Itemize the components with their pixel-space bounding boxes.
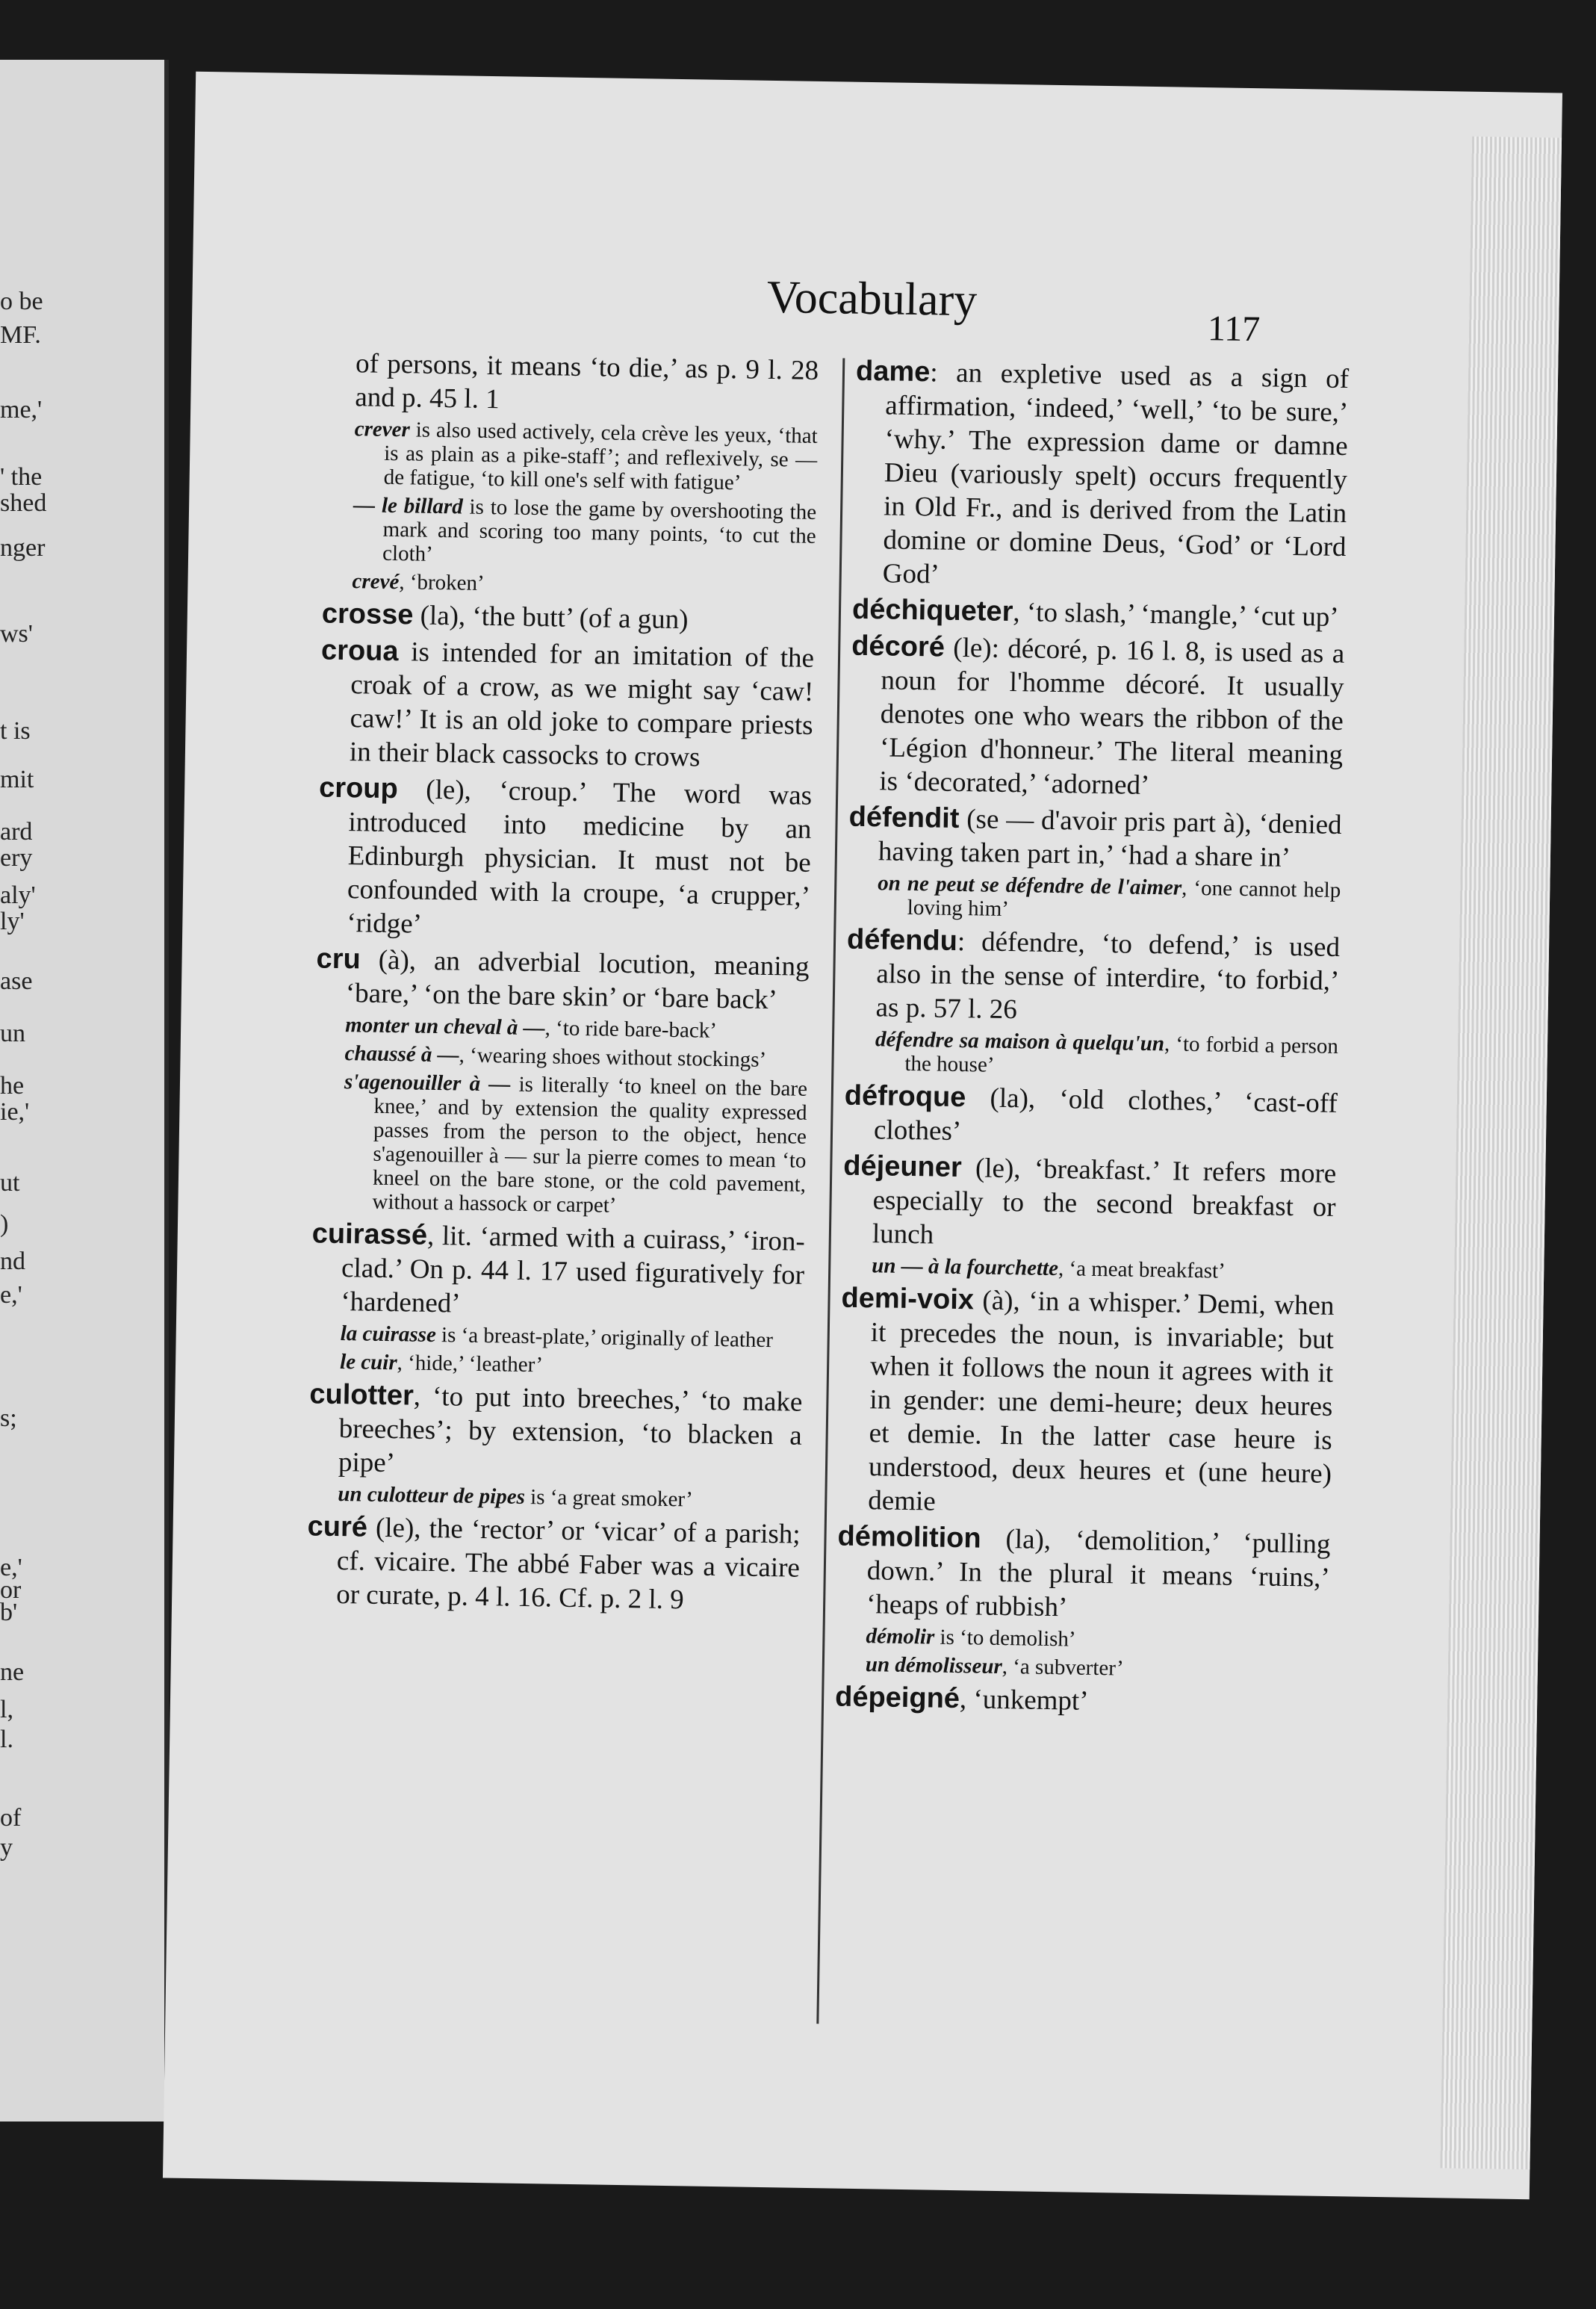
dictionary-entry	[852, 593, 1346, 634]
entry-headword: croup	[318, 772, 399, 805]
sub-entry-definition: , ‘hide,’ ‘leather’	[397, 1351, 544, 1377]
entry-headword: dépeigné	[834, 1681, 960, 1715]
left-page-text-fragment: of	[0, 1804, 22, 1832]
entry-definition: : an expletive used as a sign of affirmation, ‘indeed,’ ‘well,’ ‘to be sure,’ ‘why.’ The expression dame or damne Dieu (variously spelt) occurs frequently in Old Fr., and is derived from the Latin domine or domine Deus, ‘God’ or ‘Lord God’	[882, 357, 1350, 590]
left-page-text-fragment: ie,'	[0, 1098, 30, 1126]
left-page-text-fragment: )	[0, 1210, 9, 1238]
left-page-text-fragment: me,'	[0, 396, 43, 424]
entry-headword: culotter	[309, 1378, 414, 1412]
sub-entry-term: chaussé à —	[344, 1041, 459, 1067]
dictionary-entry	[848, 801, 1342, 875]
entry-headword: déchiqueter	[851, 593, 1013, 628]
left-page-text-fragment: he	[0, 1072, 25, 1100]
sub-entry-definition: is literally ‘to kneel on the bare knee,’ and by extension the quality expressed passes from the person to the object, hence s'agenouiller à — sur la pierre comes to mean ‘to kneel on the bare stone, or the cold pavement, without a hassock or carpet’	[372, 1072, 808, 1218]
entry-definition: (se — d'avoir pris part à), ‘denied having taken part in,’ ‘had a share in’	[878, 803, 1342, 873]
sub-entry-definition: , ‘one cannot help loving him’	[907, 875, 1341, 922]
left-page-fragment	[0, 60, 169, 2122]
sub-entry	[308, 1481, 801, 1513]
sub-entry-definition: is ‘to demolish’	[934, 1625, 1076, 1652]
column-rule	[816, 358, 845, 2024]
entry-headword: défroque	[844, 1079, 966, 1114]
left-page-text-fragment: y	[0, 1834, 13, 1862]
sub-entry-definition: is ‘a breast-plate,’ originally of leather	[435, 1323, 774, 1353]
entry-headword: demi-voix	[841, 1282, 975, 1316]
sub-entry	[315, 1012, 808, 1044]
continued-entry-text: of persons, it means ‘to die,’ as p. 9 l. 28 and p. 45 l. 1	[355, 348, 819, 415]
left-page-text-fragment: o be	[0, 288, 43, 315]
sub-entry-term: on ne peut se défendre de l'aimer	[878, 871, 1182, 900]
sub-entry-definition: , ‘to forbid a person the house’	[904, 1032, 1339, 1077]
dictionary-entry	[849, 630, 1344, 805]
sub-entry	[323, 493, 816, 572]
sub-entry-definition: , ‘wearing shoes without stockings’	[459, 1043, 767, 1072]
sub-entry-definition: is ‘a great smoker’	[524, 1484, 694, 1512]
entry-definition: : défendre, ‘to defend,’ is used also in the sense of interdire, ‘to forbid,’ as p. 57 l. 26	[875, 926, 1341, 1026]
sub-entry-term: — le billard	[353, 493, 463, 519]
left-page-text-fragment: s;	[0, 1404, 17, 1432]
left-page-text-fragment: ut	[0, 1169, 20, 1197]
dictionary-entry	[844, 1079, 1338, 1154]
dictionary-entry	[317, 772, 812, 947]
entry-definition: , ‘to put into breeches,’ ‘to make breeches’; by extension, ‘to blacken a pipe’	[338, 1380, 803, 1479]
left-page-text-fragment: ne	[0, 1658, 25, 1686]
left-page-text-fragment: b'	[0, 1599, 18, 1626]
dictionary-entry	[311, 1217, 805, 1325]
sub-entry	[842, 1253, 1335, 1285]
entry-definition: , ‘to slash,’ ‘mangle,’ ‘cut up’	[1013, 597, 1340, 633]
left-page-text-fragment: ery	[0, 844, 33, 872]
running-head: Vocabulary	[766, 271, 978, 326]
sub-entry-term: la cuirasse	[340, 1321, 437, 1348]
sub-entry	[836, 1652, 1329, 1684]
entry-definition: (à), ‘in a whisper.’ Demi, when it precedes the noun, is invariable; but when it follows the noun it agrees with it in gender: une demi-heure; deux heures et demie. In the latter case heure is understood, deux heures et (une heure) demie	[868, 1285, 1335, 1517]
entry-definition: (le), the ‘rector’ or ‘vicar’ of a parish; cf. vicaire. The abbé Faber was a vicaire or curate, p. 4 l. 16. Cf. p. 2 l. 9	[335, 1512, 801, 1616]
sub-entry	[836, 1624, 1329, 1655]
dictionary-page	[163, 72, 1562, 2199]
page-number: 117	[1207, 309, 1261, 350]
left-page-text-fragment: nger	[0, 534, 46, 562]
entry-headword: déjeuner	[843, 1150, 963, 1184]
sub-entry-term: crevé	[352, 569, 400, 595]
sub-entry-term: le cuir	[339, 1350, 397, 1375]
sub-entry	[311, 1321, 804, 1352]
sub-entry-term: démolir	[866, 1624, 935, 1649]
entry-definition: (la), ‘the butt’ (of a gun)	[413, 600, 689, 636]
right-column	[835, 355, 1350, 1725]
left-page-text-fragment: ard	[0, 818, 33, 846]
dictionary-entry	[316, 942, 810, 1017]
dictionary-entry	[322, 598, 816, 639]
left-page-text-fragment: or	[0, 1576, 22, 1604]
sub-entry-term: un démolisseur	[865, 1652, 1003, 1679]
left-page-text-fragment: shed	[0, 489, 47, 517]
sub-entry	[314, 1041, 807, 1072]
entry-headword: cru	[316, 943, 361, 976]
entry-definition: , ‘unkempt’	[959, 1684, 1089, 1717]
left-page-text-fragment: un	[0, 1020, 25, 1047]
left-page-text-fragment: MF.	[0, 321, 41, 349]
left-page-text-fragment: e,'	[0, 1554, 22, 1581]
entry-headword: curé	[307, 1510, 368, 1543]
entry-headword: croua	[320, 634, 399, 668]
entry-definition: (le), ‘croup.’ The word was introduced into medicine by an Edinburgh physician. It must not be confounded with la croupe, ‘a crupper,’ ‘ridge’	[347, 774, 813, 940]
sub-entry-term: s'agenouiller à —	[344, 1070, 511, 1097]
left-page-text-fragment: aly'	[0, 881, 36, 909]
sub-entry-definition: , ‘a meat breakfast’	[1058, 1256, 1226, 1283]
entry-definition: (le): décoré, p. 16 l. 8, is used as a noun for l'homme décoré. It usually denotes one who wears the ribbon of the ‘Légion d'honneur.’ The literal meaning is ‘decorated,’ ‘adorned’	[879, 632, 1345, 801]
entry-headword: cuirassé	[311, 1218, 428, 1251]
dictionary-entry	[308, 1377, 803, 1486]
left-page-text-fragment: t is	[0, 717, 31, 745]
left-column	[306, 347, 819, 1622]
left-page-text-fragment: mit	[0, 766, 34, 793]
left-page-text-fragment: e,'	[0, 1281, 22, 1309]
dictionary-entry	[320, 634, 815, 776]
left-page-text-fragment: ase	[0, 967, 33, 995]
sub-entry-term: défendre sa maison à quelqu'un	[875, 1027, 1165, 1056]
dictionary-entry	[852, 355, 1349, 598]
left-page-text-fragment: ws'	[0, 620, 33, 648]
entry-definition: (la), ‘demolition,’ ‘pulling down.’ In the plural it means ‘ruins,’ ‘heaps of rubbish’	[866, 1523, 1331, 1623]
entry-definition: (à), an adverbial locution, meaning ‘bare,’ ‘on the bare skin’ or ‘bare back’	[345, 944, 810, 1016]
sub-entry	[310, 1349, 803, 1380]
dictionary-entry	[842, 1150, 1337, 1258]
dictionary-entry	[306, 1510, 801, 1618]
entry-definition: (le), ‘breakfast.’ It refers more especially to the second breakfast or lunch	[872, 1153, 1337, 1250]
sub-entry-definition: , ‘to ride bare-back’	[544, 1016, 718, 1043]
left-page-text-fragment: l.	[0, 1726, 13, 1753]
sub-entry	[322, 569, 815, 601]
sub-entry	[848, 871, 1341, 926]
entry-headword: décoré	[851, 630, 946, 663]
sub-entry	[312, 1069, 807, 1220]
left-page-text-fragment: ly'	[0, 908, 25, 935]
sub-entry	[845, 1027, 1338, 1082]
left-page-text-fragment: ' the	[0, 463, 43, 491]
sub-entry-term: un culotteur de pipes	[338, 1482, 526, 1509]
entry-definition: is intended for an imitation of the croak of a crow, as we might say ‘caw! caw!’ It is an old joke to compare priests in their black cassocks to crows	[349, 636, 815, 773]
entry-headword: démolition	[837, 1520, 981, 1555]
entry-headword: défendu	[846, 923, 958, 957]
sub-entry-term: monter un cheval à —	[344, 1013, 545, 1041]
dictionary-entry	[845, 923, 1340, 1032]
entry-headword: crosse	[321, 598, 414, 631]
sub-entry-definition: is also used actively, cela crève les yeux, ‘that is as plain as a pike-staff’; and reflexively, se — de fatigue, ‘to kill one's self with fatigue’	[383, 418, 818, 495]
entry-headword: défendit	[848, 801, 960, 834]
left-page-text-fragment: l,	[0, 1696, 13, 1723]
sub-entry-definition: , ‘broken’	[399, 570, 485, 595]
sub-entry-definition: , ‘a subverter’	[1002, 1655, 1124, 1681]
sub-entry-term: un — à la fourchette	[872, 1253, 1059, 1281]
sub-entry-definition: is to lose the game by overshooting the mark and scoring too many points, ‘to cut the cloth’	[382, 495, 817, 566]
sub-entry	[324, 417, 818, 496]
dictionary-entry	[836, 1520, 1331, 1628]
entry-definition: (la), ‘old clothes,’ ‘cast-off clothes’	[873, 1082, 1338, 1147]
entry-headword: dame	[855, 355, 931, 388]
left-page-text-fragment: nd	[0, 1248, 25, 1275]
sub-entry-term: crever	[354, 417, 411, 442]
dictionary-entry	[838, 1282, 1335, 1525]
dictionary-entry	[835, 1681, 1329, 1722]
page-edge	[1440, 137, 1562, 2170]
entry-definition: , lit. ‘armed with a cuirass,’ ‘iron-clad.’ On p. 44 l. 17 used figuratively for ‘hardened’	[341, 1220, 806, 1319]
